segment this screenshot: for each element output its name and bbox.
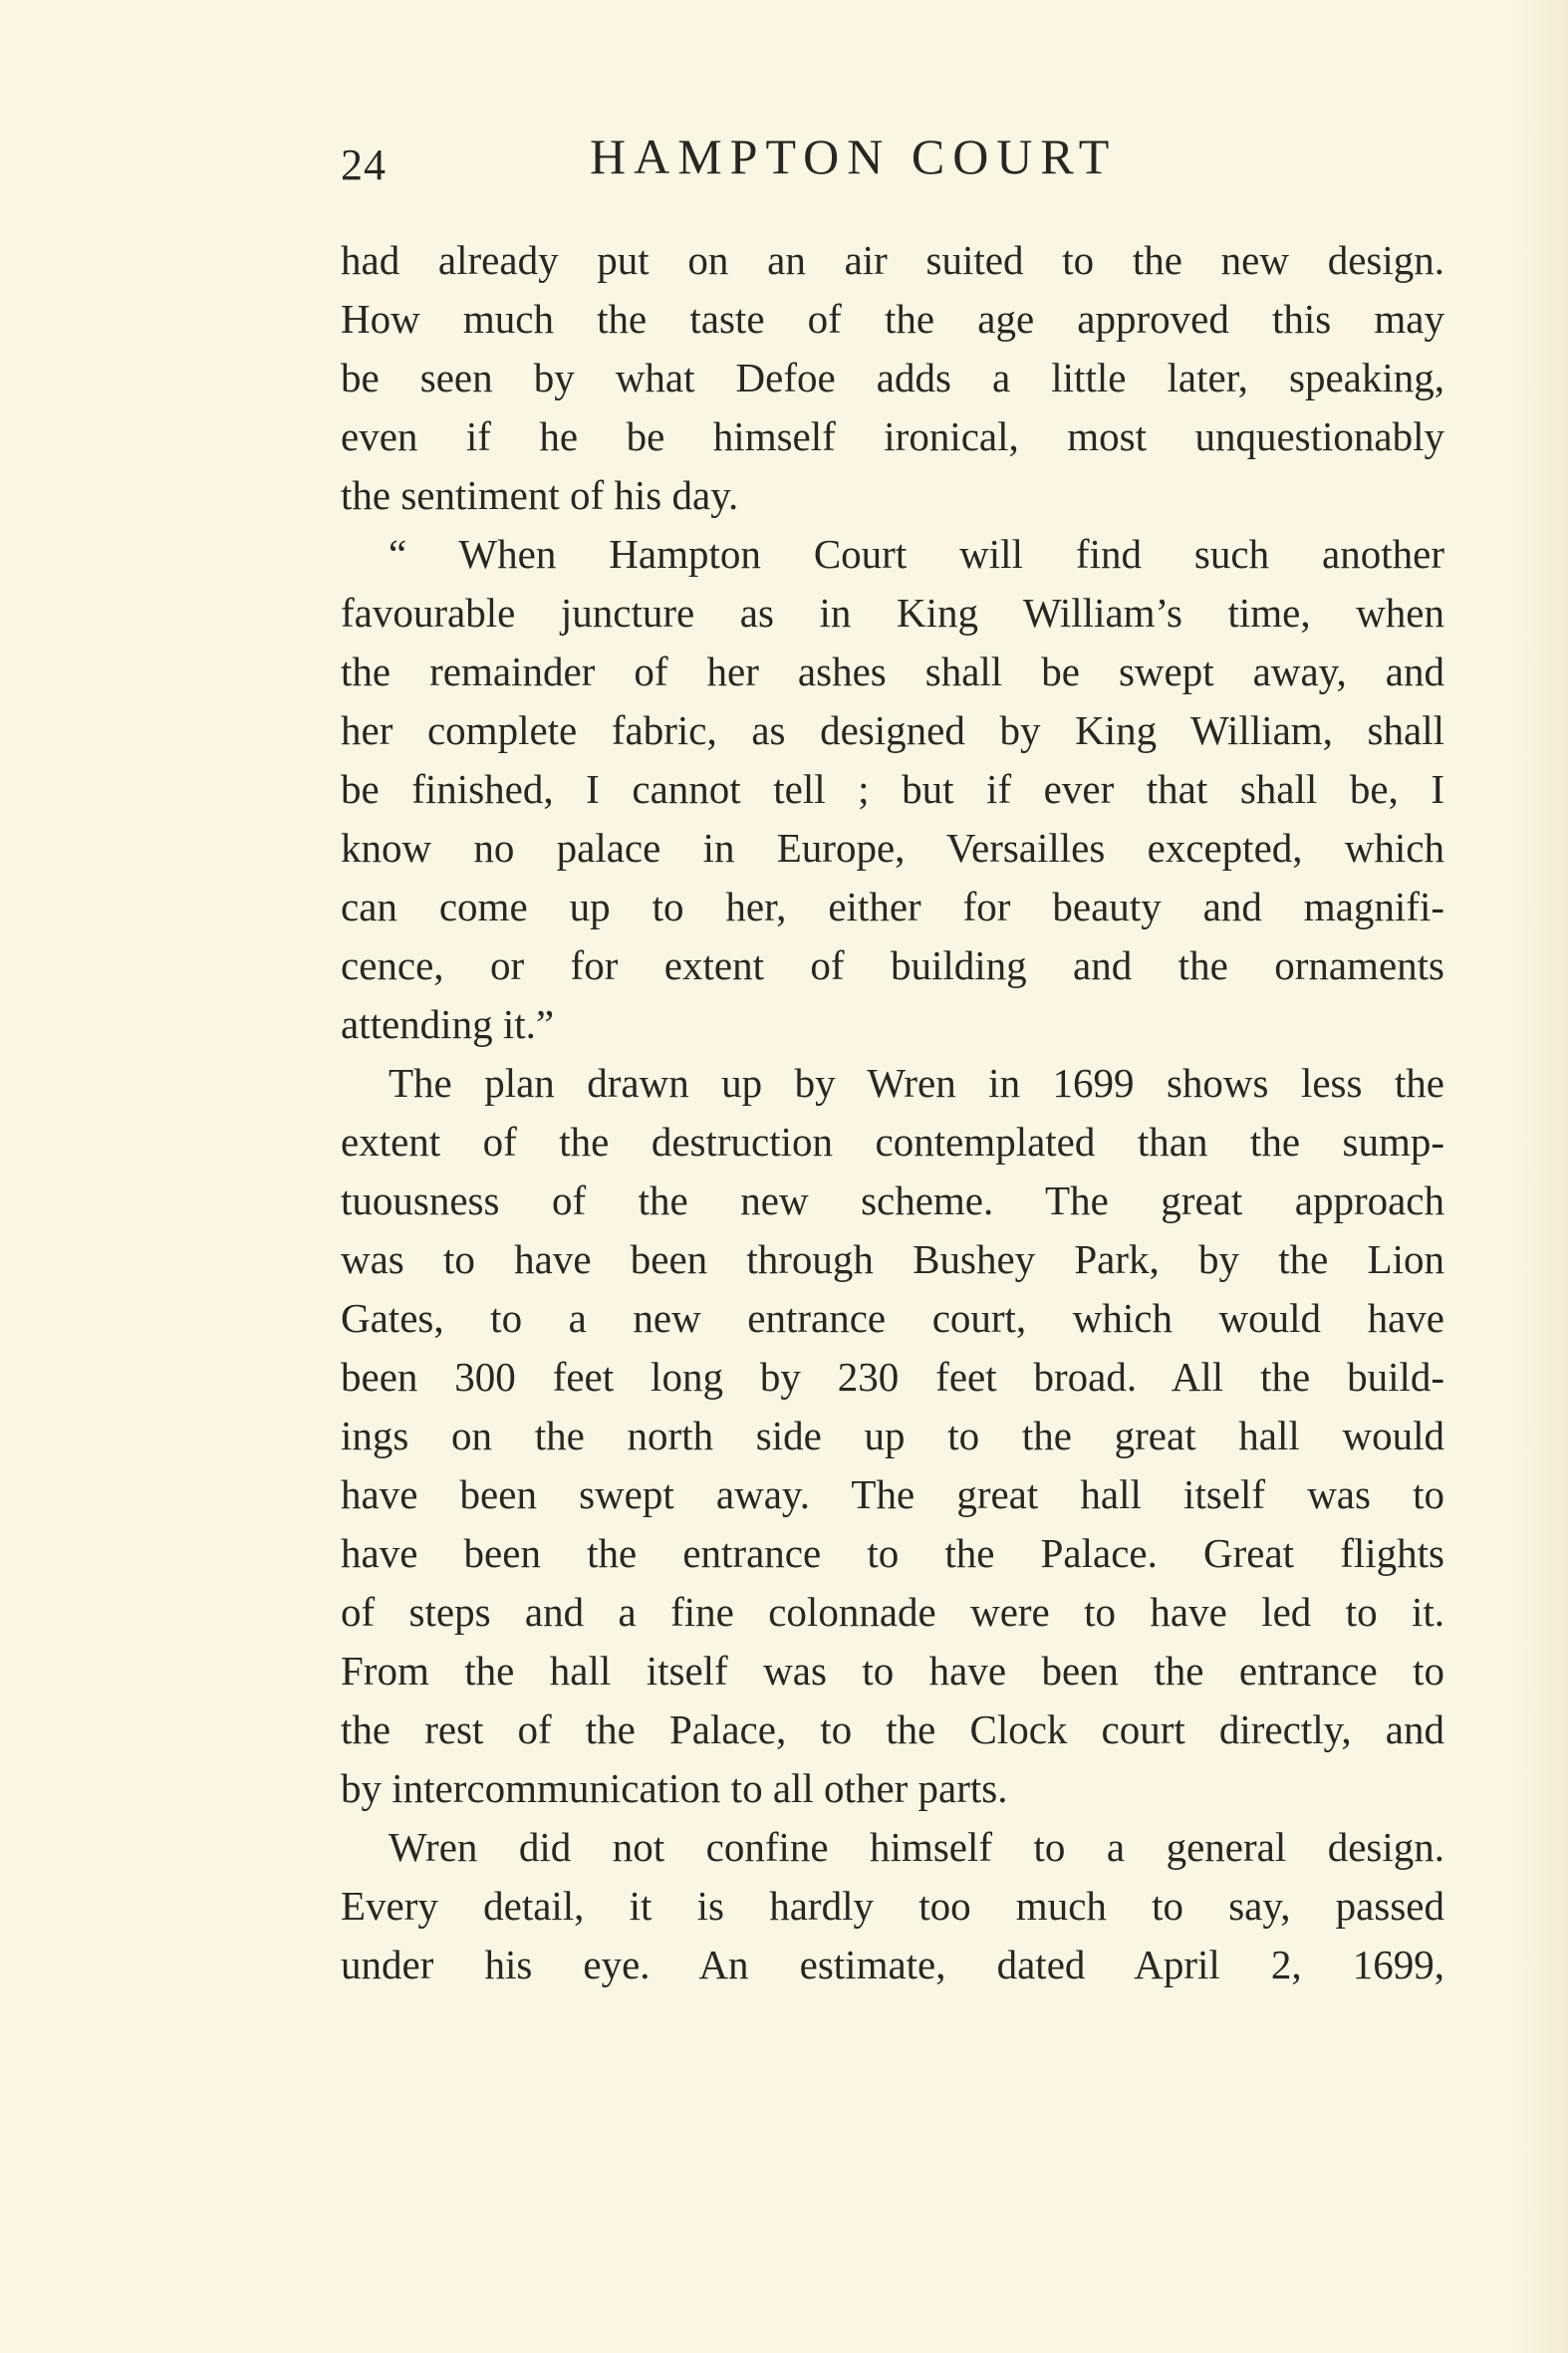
text-line: know no palace in Europe, Versailles excepted, which: [341, 825, 1444, 871]
text-line: extent of the destruction contemplated than the sump-: [341, 1119, 1444, 1165]
text-line: the sentiment of his day.: [341, 472, 739, 518]
text-line: can come up to her, either for beauty and magnifi-: [341, 884, 1444, 929]
text-line: by intercommunication to all other parts.: [341, 1765, 1008, 1811]
text-line: have been the entrance to the Palace. Great flights: [341, 1530, 1444, 1576]
text-line: have been swept away. The great hall itself was to: [341, 1471, 1444, 1517]
text-line: had already put on an air suited to the new design.: [341, 237, 1444, 283]
text-line: The plan drawn up by Wren in 1699 shows less the: [389, 1060, 1444, 1106]
text-line: even if he be himself ironical, most unquestionably: [341, 413, 1444, 459]
text-line: under his eye. An estimate, dated April 2, 1699,: [341, 1942, 1444, 1987]
text-line: been 300 feet long by 230 feet broad. All the build-: [341, 1354, 1444, 1400]
text-line: the rest of the Palace, to the Clock court directly, and: [341, 1706, 1444, 1752]
running-title: HAMPTON COURT: [590, 129, 1118, 184]
page-number: 24: [341, 140, 387, 189]
text-line: of steps and a fine colonnade were to have led to it.: [341, 1589, 1444, 1635]
text-line: attending it.”: [341, 1001, 555, 1047]
text-line: her complete fabric, as designed by King William, shall: [341, 707, 1444, 753]
text-line: be finished, I cannot tell ; but if ever that shall be, I: [341, 766, 1444, 812]
text-line: Every detail, it is hardly too much to say, passed: [341, 1883, 1444, 1929]
text-line: favourable juncture as in King William’s time, when: [341, 590, 1444, 636]
text-line: Gates, to a new entrance court, which would have: [341, 1295, 1444, 1341]
text-line: the remainder of her ashes shall be swept away, and: [341, 649, 1444, 694]
text-line: tuousness of the new scheme. The great approach: [341, 1177, 1444, 1223]
body-text: [341, 231, 1444, 1994]
text-line: “ When Hampton Court will find such another: [389, 531, 1444, 577]
text-line: From the hall itself was to have been the entrance to: [341, 1648, 1444, 1694]
text-line: ings on the north side up to the great hall would: [341, 1413, 1444, 1458]
page-edge-shading: [1508, 0, 1568, 2353]
text-line: be seen by what Defoe adds a little later, speaking,: [341, 355, 1444, 400]
text-line: was to have been through Bushey Park, by the Lion: [341, 1236, 1444, 1282]
text-line: cence, or for extent of building and the ornaments: [341, 942, 1444, 988]
page-header: [341, 128, 1444, 197]
text-line: Wren did not confine himself to a general design.: [389, 1824, 1444, 1870]
text-line: How much the taste of the age approved this may: [341, 296, 1444, 342]
